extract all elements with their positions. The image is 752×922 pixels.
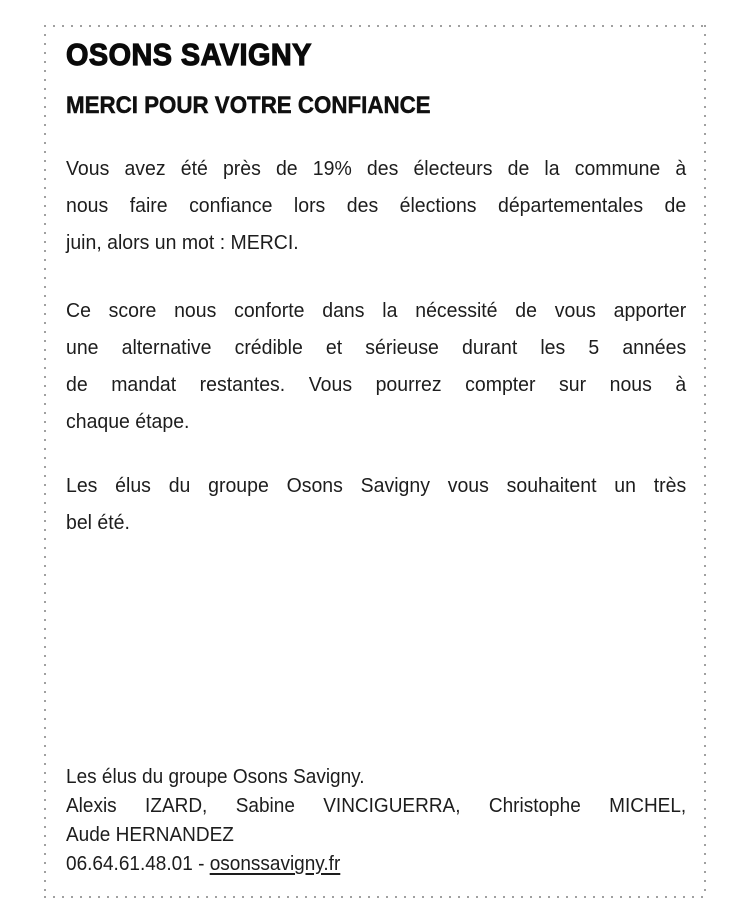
paragraph-1 <box>66 150 686 261</box>
paragraph-2 <box>66 292 686 440</box>
tribune-card <box>44 25 706 898</box>
phone-number: 06.64.61.48.01 <box>66 853 193 875</box>
website-link[interactable]: osonssavigny.fr <box>209 853 341 875</box>
paragraph-line: une alternative crédible et sérieuse durant les 5 années <box>66 336 687 359</box>
paragraph-line: de mandat restantes. Vous pourrez compter sur nous à <box>66 373 687 396</box>
group-title: OSONS SAVIGNY <box>66 37 312 72</box>
paragraph-line: juin, alors un mot : MERCI. <box>66 231 299 254</box>
paragraph-line: Les élus du groupe Osons Savigny vous souhaitent un très <box>66 474 687 497</box>
paragraph-line: chaque étape. <box>66 410 190 433</box>
signature-names-line-2: Aude HERNANDEZ <box>66 824 234 846</box>
paragraph-line: bel été. <box>66 511 130 534</box>
paragraph-line: Ce score nous conforte dans la nécessité de vous apporter <box>66 299 687 322</box>
contact-separator: - <box>192 853 210 875</box>
signature-block <box>66 763 686 879</box>
paragraph-line: Vous avez été près de 19% des électeurs de la commune à <box>66 157 687 180</box>
paragraph-3 <box>66 467 686 541</box>
headline: MERCI POUR VOTRE CONFIANCE <box>66 92 431 119</box>
signature-names-line: Alexis IZARD, Sabine VINCIGUERRA, Christophe MICHEL, <box>66 795 687 817</box>
paragraph-line: nous faire confiance lors des élections départementales de <box>66 194 687 217</box>
signature-group-line: Les élus du groupe Osons Savigny. <box>66 766 365 788</box>
contact-line <box>66 850 686 879</box>
